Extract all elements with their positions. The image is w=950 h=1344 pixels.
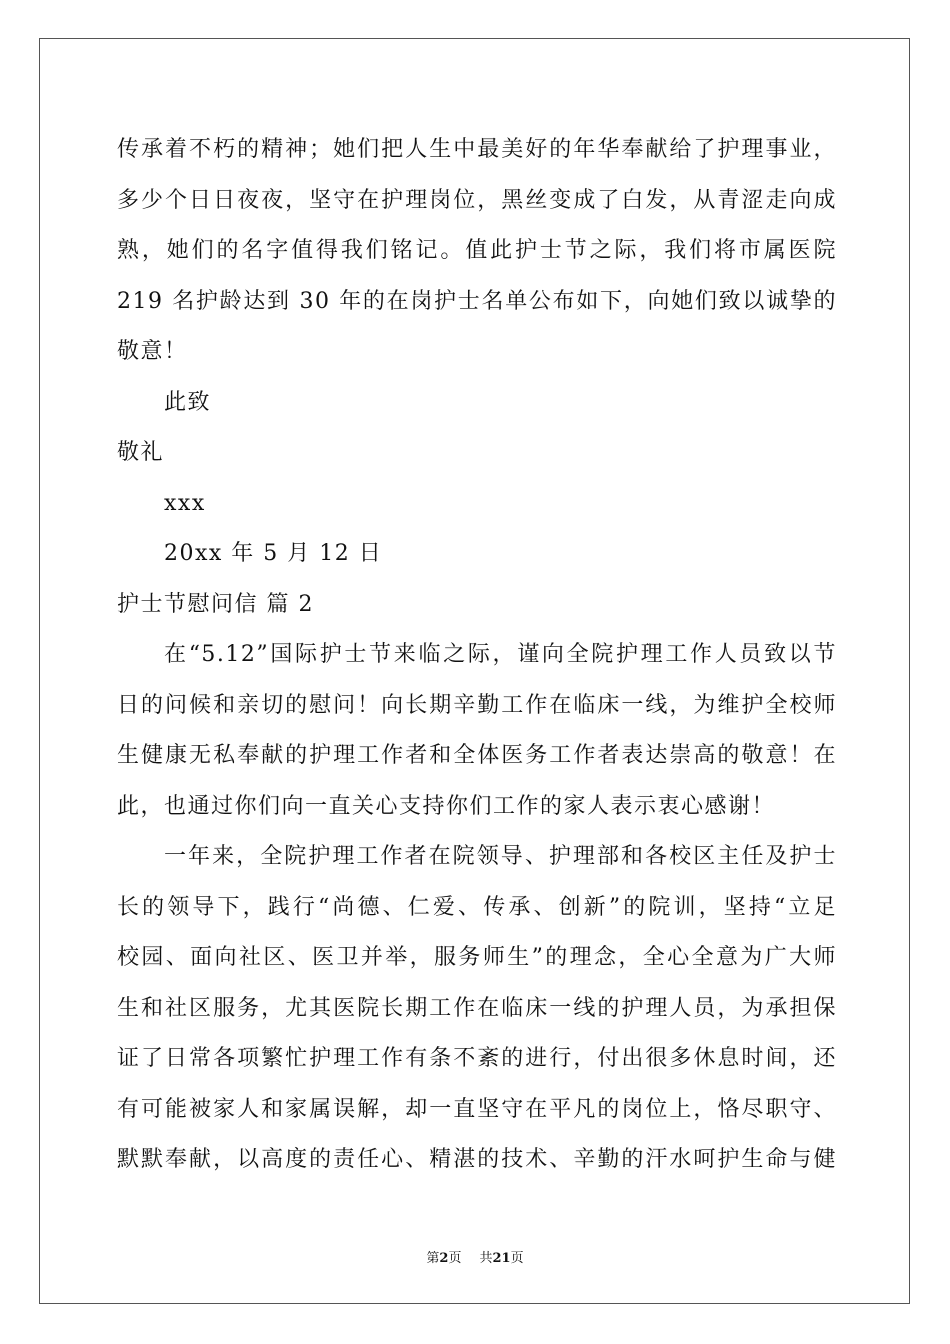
document-body bbox=[117, 125, 837, 1186]
text-line: 219 名护龄达到 30 年的在岗护士名单公布如下，向她们致以诚挚的 bbox=[117, 288, 837, 314]
text-line: 敬意！ bbox=[117, 339, 188, 364]
text-line: 在“5.12”国际护士节来临之际，谨向全院护理工作人员致以节 bbox=[164, 642, 837, 667]
text-line: 生健康无私奉献的护理工作者和全体医务工作者表达崇高的敬意！在 bbox=[117, 743, 837, 768]
total-suffix: 页 bbox=[510, 1251, 524, 1266]
text-line: 校园、面向社区、医卫并举，服务师生”的理念，全心全意为广大师 bbox=[117, 945, 837, 970]
text-line: 有可能被家人和家属误解，却一直坚守在平凡的岗位上，恪尽职守、 bbox=[117, 1096, 837, 1122]
text-line: 敬礼 bbox=[117, 440, 165, 465]
text-line: 传承着不朽的精神；她们把人生中最美好的年华奉献给了护理事业， bbox=[117, 137, 837, 162]
text-line: 日的问候和亲切的慰问！向长期辛勤工作在临床一线，为维护全校师 bbox=[117, 692, 837, 718]
text-line: 长的领导下，践行“尚德、仁爱、传承、创新”的院训，坚持“立足 bbox=[117, 894, 837, 920]
text-line: 多少个日日夜夜，坚守在护理岗位，黑丝变成了白发，从青涩走向成 bbox=[117, 187, 837, 213]
text-line: 默默奉献，以高度的责任心、精湛的技术、辛勤的汗水呵护生命与健 bbox=[117, 1147, 837, 1172]
total-prefix: 共 bbox=[479, 1251, 493, 1266]
page-footer bbox=[0, 1247, 950, 1266]
text-line: 生和社区服务，尤其医院长期工作在临床一线的护理人员，为承担保 bbox=[117, 995, 837, 1021]
page-number: 2 bbox=[439, 1251, 449, 1266]
text-line: 护士节慰问信 篇 2 bbox=[117, 591, 314, 617]
text-line: 熟，她们的名字值得我们铭记。值此护士节之际，我们将市属医院 bbox=[117, 238, 837, 263]
total-pages: 21 bbox=[492, 1251, 511, 1266]
text-line: 20xx 年 5 月 12 日 bbox=[164, 541, 383, 566]
text-line: 此，也通过你们向一直关心支持你们工作的家人表示衷心感谢！ bbox=[117, 793, 776, 819]
text-line: xxx bbox=[164, 490, 206, 516]
page-prefix: 第 bbox=[426, 1251, 440, 1266]
text-line: 此致 bbox=[164, 389, 212, 415]
text-line: 证了日常各项繁忙护理工作有条不紊的进行，付出很多休息时间，还 bbox=[117, 1046, 837, 1071]
page-suffix: 页 bbox=[448, 1251, 462, 1266]
text-line: 一年来，全院护理工作者在院领导、护理部和各校区主任及护士 bbox=[164, 844, 837, 869]
